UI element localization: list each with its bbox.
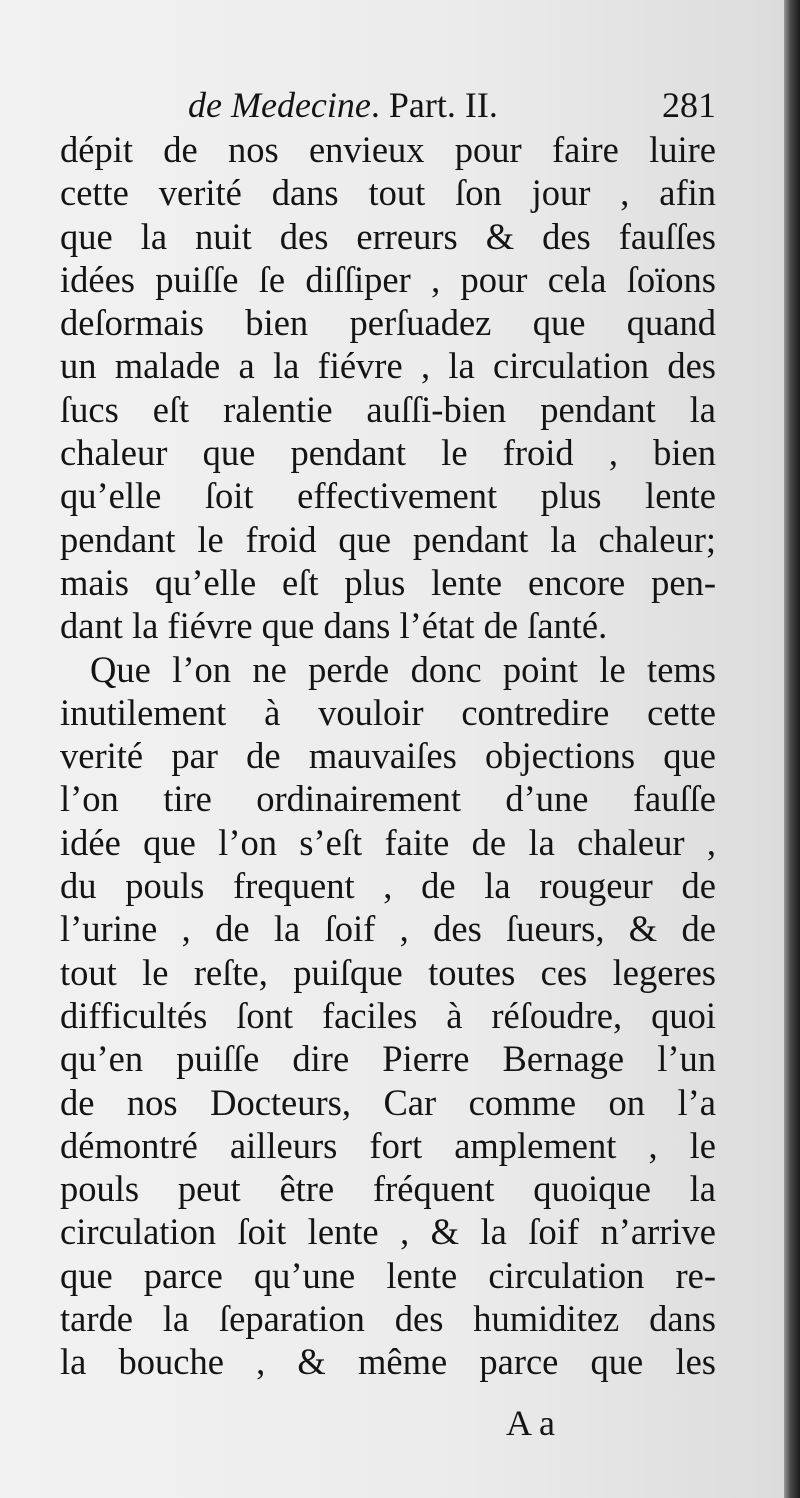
text-line: que la nuit des erreurs & des fauſſes [60,215,716,257]
running-title-italic: de Medecine [188,85,371,125]
text-line: deſormais bien perſuadez que quand [60,302,716,344]
text-line: dant la fiévre que dans l’état de ſanté. [60,605,608,647]
text-line: de nos Docteurs, Car comme on l’a [60,1081,716,1123]
text-line: que parce qu’une lente circulation re- [60,1254,716,1296]
text-line: circulation ſoit lente , & la ſoif n’arrive [60,1211,716,1253]
page-number: 281 [662,85,716,125]
catchword: A a [506,1403,555,1443]
body-text [60,128,716,1384]
text-line: mais qu’elle eſt plus lente encore pen- [60,561,716,603]
text-line: Que l’on ne perde donc point le tems [90,648,716,690]
text-line: du pouls frequent , de la rougeur de [60,865,716,907]
text-line: démontré ailleurs fort amplement , le [60,1124,716,1166]
running-title [188,84,498,126]
text-line: tarde la ſeparation des humiditez dans [60,1298,716,1340]
text-line: idée que l’on s’eſt faite de la chaleur , [60,821,716,863]
text-line: dépit de nos envieux pour faire luire [60,129,716,170]
text-line: idées puiſſe ſe diſſiper , pour cela ſoïons [60,258,716,300]
text-line: tout le reſte, puiſque toutes ces legeres [60,951,716,993]
page-header [60,84,716,134]
text-line: pendant le froid que pendant la chaleur; [60,518,716,560]
page-edge [784,0,800,1498]
text-line: l’on tire ordinairement d’une fauſſe [60,778,716,820]
text-line: chaleur que pendant le froid , bien [60,432,716,474]
text-line: la bouche , & même parce que les [60,1341,716,1383]
running-title-rest: . Part. II. [370,85,498,125]
text-line: qu’elle ſoit effectivement plus lente [60,475,716,517]
text-line: l’urine , de la ſoif , des ſueurs, & de [60,908,716,950]
text-line: cette verité dans tout ſon jour , afin [60,172,716,214]
text-line: ſucs eſt ralentie auſſi-bien pendant la [60,388,716,430]
text-line: verité par de mauvaiſes objections que [60,735,716,777]
text-line: un malade a la fiévre , la circulation des [60,345,716,387]
text-line: qu’en puiſſe dire Pierre Bernage l’un [60,1038,716,1080]
text-line: inutilement à vouloir contredire cette [60,691,716,733]
text-line: difficultés ſont faciles à réſoudre, quoi [60,994,716,1036]
text-line: pouls peut être fréquent quoique la [60,1168,716,1210]
